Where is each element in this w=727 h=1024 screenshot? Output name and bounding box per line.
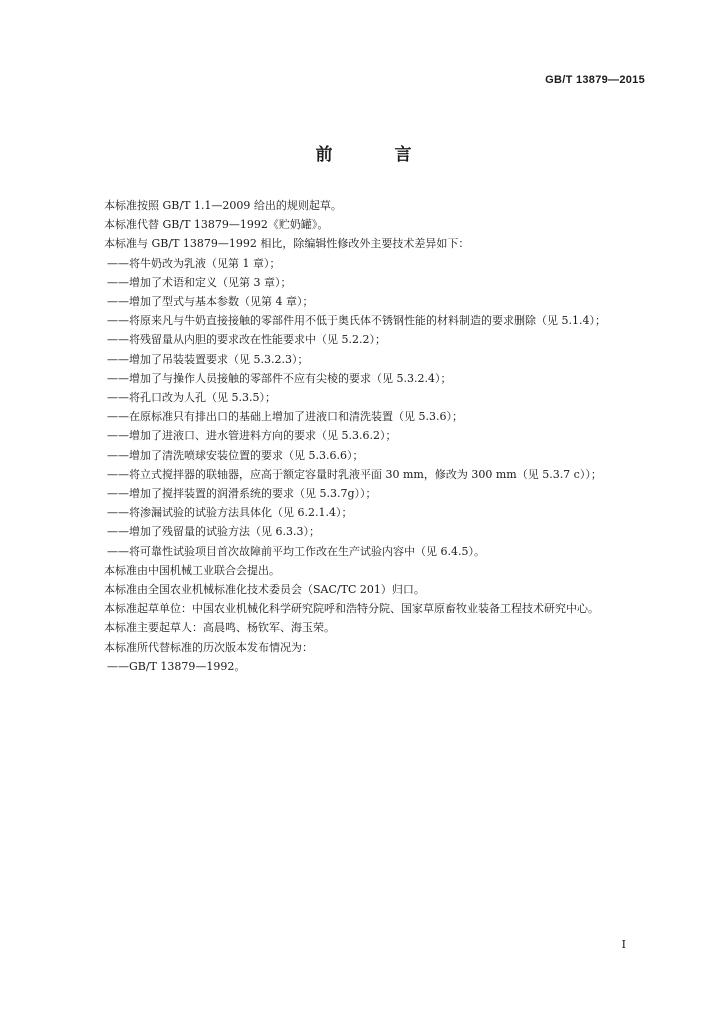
change-item: ——将牛奶改为乳液（见第 1 章）； (107, 256, 281, 270)
change-item: ——增加了与操作人员接触的零部件不应有尖棱的要求（见 5.3.2.4）； (107, 371, 452, 385)
change-item: ——增加了术语和定义（见第 3 章）； (107, 275, 292, 289)
closing-paragraph: 本标准由中国机械工业联合会提出。 (104, 563, 280, 577)
page-number: I (621, 938, 626, 951)
page-title: 前 言 (315, 145, 440, 165)
change-item: ——增加了搅拌装置的润滑系统的要求（见 5.3.7g））； (107, 487, 377, 501)
intro-paragraph: 本标准按照 GB/T 1.1—2009 给出的规则起草。 (104, 199, 342, 212)
change-item: ——将可靠性试验项目首次故障前平均工作改在生产试验内容中（见 6.4.5）。 (107, 544, 485, 558)
standard-code-header: GB/T 13879—2015 (545, 74, 645, 86)
change-item: ——增加了吊装装置要求（见 5.3.2.3）； (107, 352, 309, 366)
change-item: ——将孔口改为人孔（见 5.3.5）； (107, 391, 276, 405)
closing-paragraph: 本标准起草单位：中国农业机械化科学研究院呼和浩特分院、国家草原畜牧业装备工程技术研究中心。 (104, 602, 599, 616)
closing-paragraph: 本标准所代替标准的历次版本发布情况为： (104, 640, 313, 654)
intro-paragraph: 本标准与 GB/T 13879—1992 相比，除编辑性修改外主要技术差异如下： (104, 237, 470, 251)
change-item: ——增加了清洗喷球安装位置的要求（见 5.3.6.6）； (107, 448, 364, 462)
closing-paragraph: 本标准由全国农业机械标准化技术委员会（SAC/TC 201）归口。 (104, 583, 425, 597)
change-item: ——增加了型式与基本参数（见第 4 章）； (107, 295, 314, 309)
change-item: ——将残留量从内胆的要求改在性能要求中（见 5.2.2）； (107, 333, 386, 347)
change-item: ——将立式搅拌器的联轴器，应高于额定容量时乳液平面 30 mm，修改为 300 mm（见 5.3.7 c））； (107, 467, 602, 481)
change-item: ——增加了进液口、进水管进料方向的要求（见 5.3.6.2）； (107, 429, 397, 443)
change-item: ——在原标准只有排出口的基础上增加了进液口和清洗装置（见 5.3.6）； (107, 410, 463, 424)
closing-paragraph: 本标准主要起草人：高晨鸣、杨钦军、海玉荣。 (104, 621, 335, 635)
document-body (82, 196, 647, 676)
intro-paragraph: 本标准代替 GB/T 13879—1992《贮奶罐》。 (104, 218, 329, 232)
history-item: ——GB/T 13879—1992。 (107, 659, 246, 673)
change-item: ——将原来凡与牛奶直接接触的零部件用不低于奥氏体不锈钢性能的材料制造的要求删除（见 5.1.4）； (107, 314, 606, 328)
change-item: ——将渗漏试验的试验方法具体化（见 6.2.1.4）； (107, 506, 353, 520)
change-item: ——增加了残留量的试验方法（见 6.3.3）； (107, 525, 320, 539)
